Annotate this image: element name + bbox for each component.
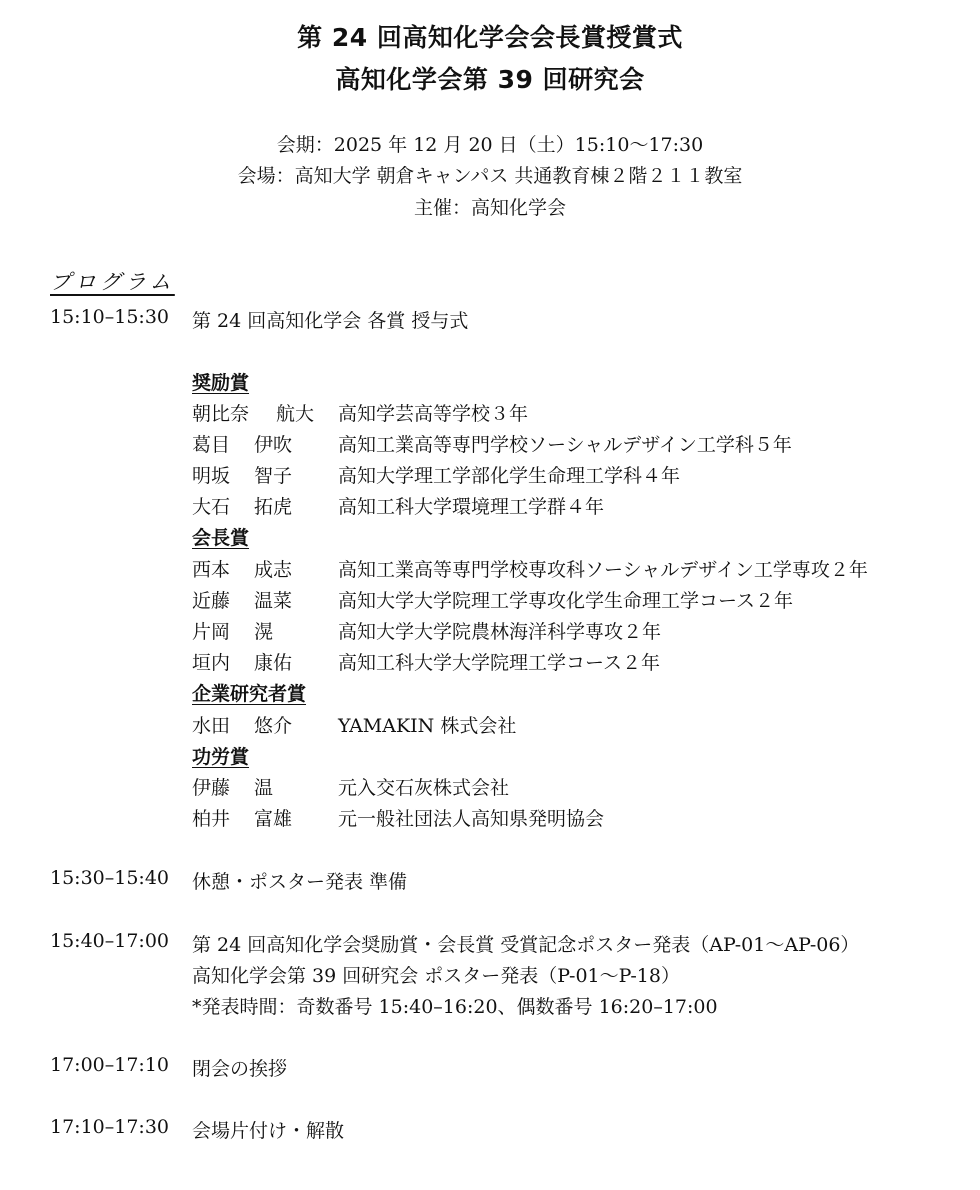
program-time: 17:00–17:10	[50, 1054, 170, 1076]
family-name: 垣内	[192, 652, 231, 674]
given-name: 富雄	[254, 808, 293, 830]
recipient-affiliation: 高知大学理工学部化学生命理工学科４年	[338, 465, 681, 487]
recipient-affiliation: 高知大学大学院理工学専攻化学生命理工学コース２年	[338, 590, 794, 612]
program-time: 17:10–17:30	[50, 1116, 170, 1138]
program-time: 15:40–17:00	[50, 930, 170, 952]
recipient-affiliation: 高知工科大学大学院理工学コース２年	[338, 652, 661, 674]
program-desc: 閉会の挨拶	[192, 1058, 288, 1080]
award-category-industry-researcher: 企業研究者賞	[192, 683, 307, 705]
award-category-president: 会長賞	[192, 527, 250, 549]
family-name: 葛目	[192, 434, 231, 456]
program-time: 15:10–15:30	[50, 306, 170, 328]
program-desc: 会場片付け・解散	[192, 1120, 345, 1142]
family-name: 片岡	[192, 621, 231, 643]
given-name: 滉	[254, 621, 274, 643]
recipient-affiliation: 高知工科大学環境理工学群４年	[338, 496, 605, 518]
family-name: 伊藤	[192, 777, 231, 799]
given-name: 伊吹	[254, 434, 293, 456]
event-venue: 会場：高知大学 朝倉キャンパス 共通教育棟２階２１１教室	[237, 165, 743, 187]
family-name: 明坂	[192, 465, 231, 487]
given-name: 温	[254, 777, 274, 799]
recipient-affiliation: YAMAKIN 株式会社	[338, 715, 517, 737]
given-name: 温菜	[254, 590, 293, 612]
recipient-affiliation: 元一般社団法人高知県発明協会	[338, 808, 605, 830]
given-name: 拓虎	[254, 496, 293, 518]
award-category-merit: 功労賞	[192, 746, 250, 768]
recipient-affiliation: 元入交石灰株式会社	[338, 777, 510, 799]
program-note: *発表時間：奇数番号 15:40–16:20、偶数番号 16:20–17:00	[192, 996, 718, 1018]
program-desc: 第 24 回高知化学会 各賞 授与式	[192, 310, 469, 332]
given-name: 悠介	[254, 715, 293, 737]
program-time: 15:30–15:40	[50, 867, 170, 889]
event-date: 会期：2025 年 12 月 20 日（土）15:10〜17:30	[276, 134, 704, 156]
family-name: 朝比奈	[192, 403, 250, 425]
recipient-affiliation: 高知大学大学院農林海洋科学専攻２年	[338, 621, 662, 643]
given-name: 航大	[276, 403, 315, 425]
recipient-affiliation: 高知学芸高等学校３年	[338, 403, 529, 425]
given-name: 成志	[254, 559, 293, 581]
event-organizer: 主催：高知化学会	[413, 197, 566, 219]
family-name: 大石	[192, 496, 231, 518]
family-name: 柏井	[192, 808, 231, 830]
program-desc: 休憩・ポスター発表 準備	[192, 871, 408, 893]
award-category-encouragement: 奨励賞	[192, 372, 250, 394]
given-name: 康佑	[254, 652, 293, 674]
given-name: 智子	[254, 465, 293, 487]
event-subtitle: 高知化学会第 39 回研究会	[335, 65, 645, 94]
program-desc: 高知化学会第 39 回研究会 ポスター発表（P-01〜P-18）	[192, 965, 680, 987]
recipient-affiliation: 高知工業高等専門学校専攻科ソーシャルデザイン工学専攻２年	[338, 559, 868, 581]
family-name: 近藤	[192, 590, 231, 612]
family-name: 水田	[192, 715, 231, 737]
family-name: 西本	[192, 559, 231, 581]
recipient-affiliation: 高知工業高等専門学校ソーシャルデザイン工学科５年	[338, 434, 792, 456]
event-title: 第 24 回高知化学会会長賞授賞式	[297, 23, 683, 52]
program-desc: 第 24 回高知化学会奨励賞・会長賞 受賞記念ポスター発表（AP-01〜AP-06）	[192, 934, 860, 956]
program-heading: プログラム	[50, 270, 175, 294]
